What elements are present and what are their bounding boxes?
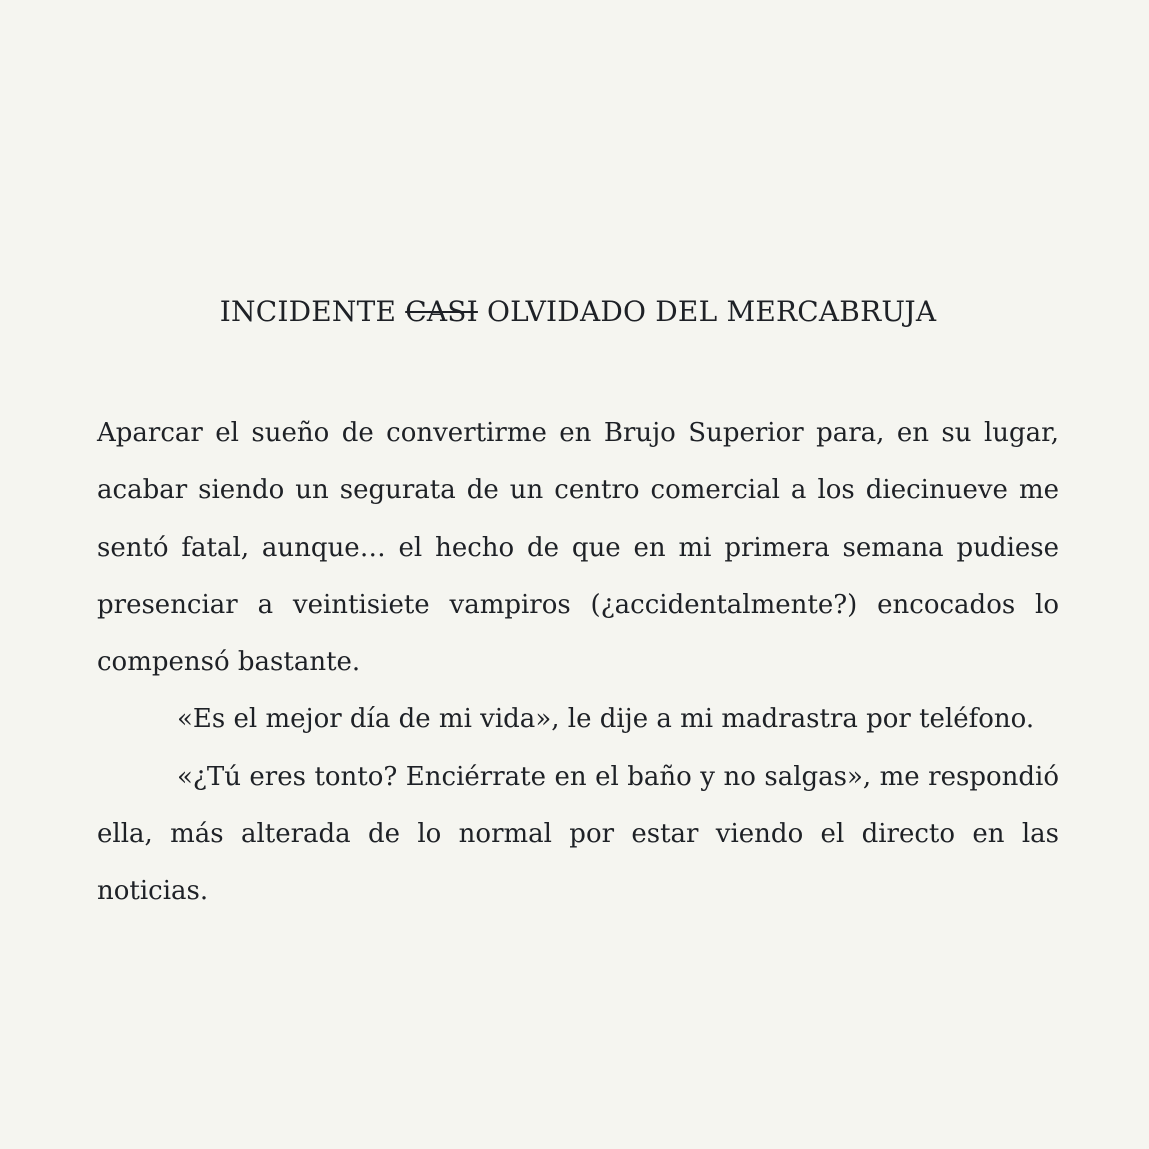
chapter-title <box>97 290 1059 334</box>
document-page <box>97 290 1059 921</box>
paragraph-2: «Es el mejor día de mi vida», le dije a mi madrastra por teléfono. <box>177 704 1035 735</box>
title-before: INCIDENTE <box>219 295 397 328</box>
title-after: OLVIDADO DEL MERCABRUJA <box>487 295 937 328</box>
paragraph-1: Aparcar el sueño de convertirme en Brujo Superior para, en su lugar, acabar siendo un segurata de un centro comercial a los diecinueve me sentó fatal, aunque… el hecho de que en mi primera semana pudiese presenciar a veintisiete vampiros (¿accidentalmente?) encocados lo compensó bastante. <box>97 418 1059 678</box>
title-struck-word: CASI <box>405 295 478 328</box>
paragraph-3: «¿Tú eres tonto? Enciérrate en el baño y no salgas», me respondió ella, más alterada de lo normal por estar viendo el directo en las noticias. <box>97 761 1059 907</box>
